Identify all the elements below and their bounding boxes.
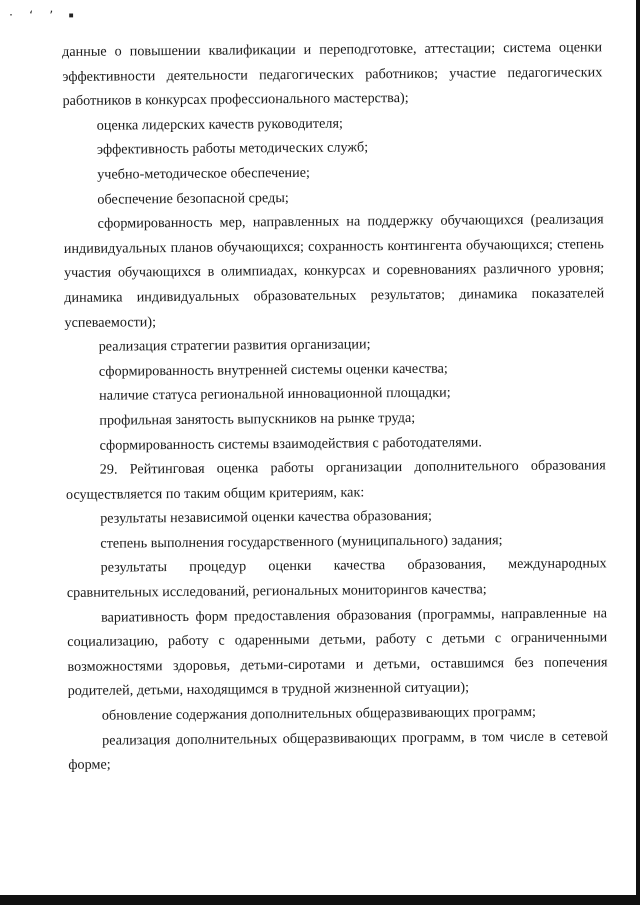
paragraph: реализация стратегии развития организации; [98, 336, 371, 355]
scan-corner-marks: · ‘ ʼ ▪ [8, 10, 79, 21]
paragraph: наличие статуса региональной инновационной площадки; [99, 384, 451, 405]
paragraph: результаты независимой оценки качества образования; [100, 508, 432, 527]
paragraph: реализация дополнительных общеразвивающих программ, в том числе в сетевой форме; [68, 727, 609, 774]
paragraph: данные о повышении квалификации и переподготовке, аттестации; система оценки эффективности деятельности педагогических работников; участие педагогических работников в конкурсах профессионального мастерства); [62, 39, 603, 110]
scan-edge-right [636, 0, 640, 905]
section-29-paragraph: 29. Рейтинговая оценка работы организации дополнительного образования осуществляется по таким общим критериям, как: [65, 457, 606, 503]
document-body [62, 35, 608, 777]
scan-edge-bottom [0, 895, 640, 905]
paragraph: результаты процедур оценки качества образования, международных сравнительных исследований, региональных мониторингов качества; [66, 555, 607, 602]
paragraph: учебно-методическое обеспечение; [97, 164, 311, 183]
paragraph: сформированность системы взаимодействия с работодателями. [99, 433, 482, 454]
paragraph: оценка лидерских качеств руководителя; [96, 115, 343, 134]
paragraph: степень выполнения государственного (муниципального) задания; [100, 532, 503, 552]
paragraph: эффективность работы методических служб; [96, 139, 369, 159]
paragraph: обеспечение безопасной среды; [97, 189, 289, 208]
paragraph: сформированность внутренней системы оценки качества; [98, 360, 448, 380]
paragraph: профильная занятость выпускников на рынке труда; [99, 409, 416, 429]
paragraph: сформированность мер, направленных на поддержку обучающихся (реализация индивидуальных планов обучающихся; сохранность контингента обучающихся; степень участия обучающихся в олимпиадах, конкурсах и соревнованиях различного уровня; динамика индивидуальных образовательных результатов; динамика показателей успеваемости); [63, 211, 605, 331]
paragraph: вариативность форм предоставления образования (программы, направленные на социализацию, работу с одаренными детьми, работу с детьми с ограниченными возможностями здоровья, детьми-сиротами и детьми, оставшимся без попечения родителей, детьми, находящимся в трудной жизненной ситуации); [67, 604, 608, 700]
paragraph: обновление содержания дополнительных общеразвивающих программ; [101, 703, 536, 724]
